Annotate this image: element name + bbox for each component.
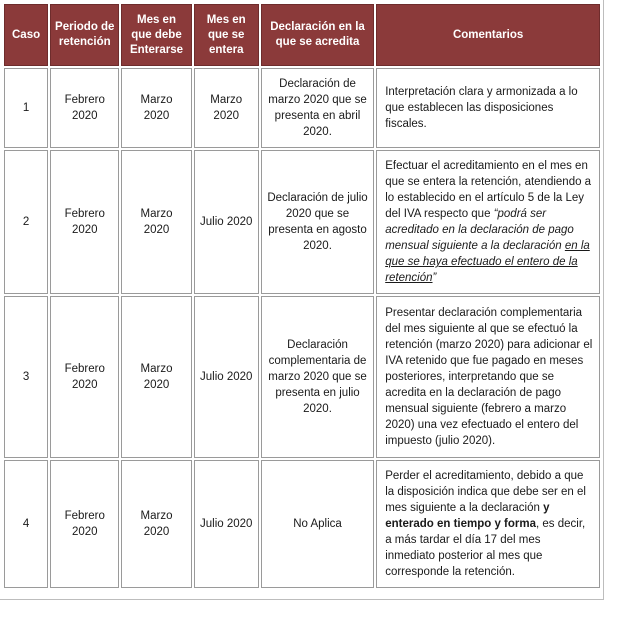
cell-mes-entera: Julio 2020 [194,296,259,458]
table-row [4,296,600,458]
retention-table [2,2,602,590]
cell-comentario [376,150,600,294]
cell-mes-entera: Julio 2020 [194,150,259,294]
cell-declaracion: Declaración de marzo 2020 que se presenta en abril 2020. [261,68,374,148]
cell-periodo: Febrero 2020 [50,150,119,294]
comment-text: Efectuar el acreditamiento en el mes en que se entera la retención, atendiendo a lo establecido en el artículo 5 de la Ley del IVA respecto que [385,160,592,220]
table-row [4,150,600,294]
cell-periodo: Febrero 2020 [50,296,119,458]
cell-declaracion: Declaración complementaria de marzo 2020 que se presenta en julio 2020. [261,296,374,458]
cell-mes-entera: Marzo 2020 [194,68,259,148]
cell-caso: 3 [4,296,48,458]
cell-comentario [376,460,600,588]
header-caso: Caso [4,4,48,66]
comment-quote-underlined: en la que se haya efectuado el entero de la retención [385,240,590,284]
cell-periodo: Febrero 2020 [50,68,119,148]
header-mes-entera: Mes en que se entera [194,4,259,66]
header-periodo: Periodo de retención [50,4,119,66]
header-row [4,4,600,66]
table-row [4,68,600,148]
cell-caso: 1 [4,68,48,148]
cell-comentario: Interpretación clara y armonizada a lo que establecen las disposiciones fiscales. [376,68,600,148]
header-comentarios: Comentarios [376,4,600,66]
cell-declaracion: No Aplica [261,460,374,588]
cell-comentario: Presentar declaración complementaria del mes siguiente al que se efectuó la retención (marzo 2020) para adicionar el IVA retenido que fue pagado en meses posteriores, interpretando que se acredita en la declaración de pago mensual siguiente (febrero a marzo 2020) una vez efectuado el entero del impuesto (julio 2020). [376,296,600,458]
cell-mes-enterarse: Marzo 2020 [121,68,191,148]
table-row [4,460,600,588]
comment-text-end: , es decir, a más tardar el día 17 del mes inmediato posterior al mes que corresponde la retención. [385,518,586,578]
comment-text: Perder el acreditamiento, debido a que la disposición indica que debe ser en el mes siguiente a la declaración [385,470,586,514]
cell-mes-entera: Julio 2020 [194,460,259,588]
cell-caso: 2 [4,150,48,294]
cell-mes-enterarse: Marzo 2020 [121,296,191,458]
cell-periodo: Febrero 2020 [50,460,119,588]
comment-quote-end: ” [432,272,437,284]
comment-quote: “podrá ser acreditado en la declaración de pago mensual siguiente a la declaración [385,208,574,252]
comment-bold: y enterado en tiempo y forma [385,502,550,530]
header-declaracion: Declaración en la que se acredita [261,4,374,66]
cell-mes-enterarse: Marzo 2020 [121,150,191,294]
cell-mes-enterarse: Marzo 2020 [121,460,191,588]
cell-declaracion: Declaración de julio 2020 que se presenta en agosto 2020. [261,150,374,294]
header-mes-enterarse: Mes en que debe Enterarse [121,4,191,66]
cell-caso: 4 [4,460,48,588]
